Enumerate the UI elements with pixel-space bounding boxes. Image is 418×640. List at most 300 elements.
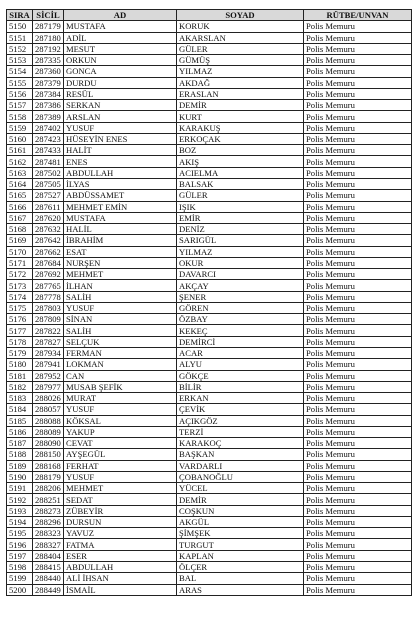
cell-soyad: ACIELMA (177, 167, 304, 178)
cell-ad: YUSUF (64, 404, 177, 415)
cell-ad: ABDULLAH (64, 167, 177, 178)
cell-soyad: TERZİ (177, 426, 304, 437)
cell-sira: 5153 (7, 55, 33, 66)
cell-sira: 5184 (7, 404, 33, 415)
cell-sira: 5161 (7, 145, 33, 156)
cell-soyad: YILMAZ (177, 246, 304, 257)
cell-ad: ZÜBEYİR (64, 505, 177, 516)
table-row (7, 291, 412, 302)
cell-soyad: GÖKÇE (177, 370, 304, 381)
cell-soyad: DENİZ (177, 224, 304, 235)
cell-rutbe: Polis Memuru (304, 415, 412, 426)
cell-ad: MUSAB ŞEFİK (64, 381, 177, 392)
cell-sira: 5191 (7, 483, 33, 494)
cell-sira: 5166 (7, 201, 33, 212)
table-row (7, 257, 412, 268)
cell-sicil: 288179 (33, 471, 64, 482)
cell-soyad: KEKEÇ (177, 325, 304, 336)
cell-soyad: ÇEVİK (177, 404, 304, 415)
cell-rutbe: Polis Memuru (304, 32, 412, 43)
cell-ad: ORKUN (64, 55, 177, 66)
cell-ad: ARSLAN (64, 111, 177, 122)
cell-soyad: GÜLER (177, 43, 304, 54)
table-row (7, 573, 412, 584)
cell-sicil: 287423 (33, 133, 64, 144)
table-row (7, 516, 412, 527)
cell-soyad: AKDAĞ (177, 77, 304, 88)
table-body (7, 21, 412, 596)
cell-ad: MEHMET (64, 483, 177, 494)
cell-sira: 5181 (7, 370, 33, 381)
cell-sicil: 288026 (33, 393, 64, 404)
cell-sira: 5198 (7, 562, 33, 573)
cell-sira: 5175 (7, 302, 33, 313)
cell-sicil: 288296 (33, 516, 64, 527)
cell-ad: NURŞEN (64, 257, 177, 268)
header-rutbe: RÜTBE/UNVAN (304, 10, 412, 21)
cell-sicil: 287433 (33, 145, 64, 156)
cell-sicil: 287803 (33, 302, 64, 313)
table-row (7, 224, 412, 235)
cell-sicil: 287642 (33, 235, 64, 246)
cell-ad: DURDU (64, 77, 177, 88)
cell-soyad: KORUK (177, 21, 304, 32)
cell-rutbe: Polis Memuru (304, 145, 412, 156)
cell-ad: ABDÜSSAMET (64, 190, 177, 201)
cell-sira: 5192 (7, 494, 33, 505)
cell-sicil: 287778 (33, 291, 64, 302)
cell-soyad: GÖREN (177, 302, 304, 313)
cell-sicil: 287977 (33, 381, 64, 392)
table-row (7, 88, 412, 99)
table-row (7, 269, 412, 280)
header-soyad: SOYAD (177, 10, 304, 21)
cell-ad: CAN (64, 370, 177, 381)
cell-sicil: 288089 (33, 426, 64, 437)
cell-sira: 5196 (7, 539, 33, 550)
cell-rutbe: Polis Memuru (304, 562, 412, 573)
cell-soyad: TURGUT (177, 539, 304, 550)
cell-ad: MESUT (64, 43, 177, 54)
cell-ad: İBRAHİM (64, 235, 177, 246)
cell-sicil: 287335 (33, 55, 64, 66)
cell-sira: 5169 (7, 235, 33, 246)
cell-soyad: YILMAZ (177, 66, 304, 77)
cell-rutbe: Polis Memuru (304, 235, 412, 246)
cell-sicil: 287179 (33, 21, 64, 32)
table-row (7, 584, 412, 595)
cell-sicil: 288168 (33, 460, 64, 471)
cell-soyad: ŞİMŞEK (177, 528, 304, 539)
cell-rutbe: Polis Memuru (304, 21, 412, 32)
cell-rutbe: Polis Memuru (304, 77, 412, 88)
cell-rutbe: Polis Memuru (304, 494, 412, 505)
cell-rutbe: Polis Memuru (304, 224, 412, 235)
cell-rutbe: Polis Memuru (304, 505, 412, 516)
cell-sicil: 288088 (33, 415, 64, 426)
cell-ad: KÖKSAL (64, 415, 177, 426)
cell-rutbe: Polis Memuru (304, 426, 412, 437)
cell-ad: YUSUF (64, 471, 177, 482)
table-row (7, 77, 412, 88)
cell-ad: ENES (64, 156, 177, 167)
cell-soyad: EMİR (177, 212, 304, 223)
cell-sicil: 287941 (33, 359, 64, 370)
cell-sicil: 288415 (33, 562, 64, 573)
cell-ad: İLYAS (64, 178, 177, 189)
cell-rutbe: Polis Memuru (304, 347, 412, 358)
table-row (7, 212, 412, 223)
table-row (7, 145, 412, 156)
cell-sicil: 288327 (33, 539, 64, 550)
cell-rutbe: Polis Memuru (304, 325, 412, 336)
cell-rutbe: Polis Memuru (304, 471, 412, 482)
cell-sira: 5183 (7, 393, 33, 404)
cell-soyad: KAPLAN (177, 550, 304, 561)
cell-rutbe: Polis Memuru (304, 257, 412, 268)
cell-ad: ESAT (64, 246, 177, 257)
cell-ad: ESER (64, 550, 177, 561)
cell-sira: 5177 (7, 325, 33, 336)
cell-rutbe: Polis Memuru (304, 314, 412, 325)
header-row (7, 10, 412, 21)
cell-ad: YUSUF (64, 122, 177, 133)
cell-sicil: 288150 (33, 449, 64, 460)
table-row (7, 111, 412, 122)
cell-sicil: 287692 (33, 269, 64, 280)
cell-soyad: ÖLÇER (177, 562, 304, 573)
cell-rutbe: Polis Memuru (304, 167, 412, 178)
cell-rutbe: Polis Memuru (304, 483, 412, 494)
cell-soyad: GÜLER (177, 190, 304, 201)
cell-ad: ADİL (64, 32, 177, 43)
cell-sicil: 288449 (33, 584, 64, 595)
cell-sicil: 287402 (33, 122, 64, 133)
cell-rutbe: Polis Memuru (304, 178, 412, 189)
cell-soyad: AKGÜL (177, 516, 304, 527)
cell-ad: SELÇUK (64, 336, 177, 347)
cell-ad: MUSTAFA (64, 21, 177, 32)
cell-sicil: 287611 (33, 201, 64, 212)
table-row (7, 156, 412, 167)
cell-sira: 5193 (7, 505, 33, 516)
cell-ad: AYŞEGÜL (64, 449, 177, 460)
table-row (7, 460, 412, 471)
cell-rutbe: Polis Memuru (304, 88, 412, 99)
cell-sicil: 287684 (33, 257, 64, 268)
cell-ad: HALİT (64, 145, 177, 156)
cell-ad: YAVUZ (64, 528, 177, 539)
table-row (7, 393, 412, 404)
cell-sira: 5162 (7, 156, 33, 167)
cell-rutbe: Polis Memuru (304, 133, 412, 144)
cell-sira: 5188 (7, 449, 33, 460)
cell-rutbe: Polis Memuru (304, 302, 412, 313)
cell-rutbe: Polis Memuru (304, 212, 412, 223)
cell-soyad: ERKAN (177, 393, 304, 404)
header-sicil: SİCİL (33, 10, 64, 21)
cell-sicil: 287809 (33, 314, 64, 325)
cell-ad: CEVAT (64, 438, 177, 449)
table-row (7, 505, 412, 516)
cell-sira: 5182 (7, 381, 33, 392)
table-row (7, 32, 412, 43)
cell-sicil: 287502 (33, 167, 64, 178)
cell-rutbe: Polis Memuru (304, 393, 412, 404)
cell-ad: YAKUP (64, 426, 177, 437)
cell-soyad: KARAKUŞ (177, 122, 304, 133)
cell-sicil: 288323 (33, 528, 64, 539)
cell-sicil: 287505 (33, 178, 64, 189)
cell-sira: 5152 (7, 43, 33, 54)
table-row (7, 43, 412, 54)
cell-ad: MEHMET EMİN (64, 201, 177, 212)
table-row (7, 133, 412, 144)
table-row (7, 302, 412, 313)
cell-soyad: BAŞKAN (177, 449, 304, 460)
cell-sira: 5197 (7, 550, 33, 561)
cell-soyad: SARIGÜL (177, 235, 304, 246)
table-row (7, 190, 412, 201)
cell-rutbe: Polis Memuru (304, 246, 412, 257)
cell-sicil: 287632 (33, 224, 64, 235)
cell-ad: GONCA (64, 66, 177, 77)
cell-sira: 5154 (7, 66, 33, 77)
cell-rutbe: Polis Memuru (304, 280, 412, 291)
cell-sira: 5194 (7, 516, 33, 527)
cell-sira: 5179 (7, 347, 33, 358)
table-row (7, 280, 412, 291)
cell-sicil: 288251 (33, 494, 64, 505)
cell-sira: 5168 (7, 224, 33, 235)
cell-sira: 5160 (7, 133, 33, 144)
cell-sicil: 288057 (33, 404, 64, 415)
cell-soyad: DEMİRCİ (177, 336, 304, 347)
cell-ad: SEDAT (64, 494, 177, 505)
cell-sicil: 287379 (33, 77, 64, 88)
table-row (7, 415, 412, 426)
cell-sicil: 288273 (33, 505, 64, 516)
cell-sira: 5156 (7, 88, 33, 99)
cell-sira: 5199 (7, 573, 33, 584)
cell-sicil: 287827 (33, 336, 64, 347)
cell-soyad: AÇIKGÖZ (177, 415, 304, 426)
cell-soyad: BİLİR (177, 381, 304, 392)
cell-rutbe: Polis Memuru (304, 55, 412, 66)
cell-rutbe: Polis Memuru (304, 111, 412, 122)
cell-soyad: KURT (177, 111, 304, 122)
cell-soyad: BOZ (177, 145, 304, 156)
cell-sira: 5165 (7, 190, 33, 201)
cell-sicil: 287952 (33, 370, 64, 381)
cell-soyad: ALYU (177, 359, 304, 370)
cell-sira: 5180 (7, 359, 33, 370)
cell-ad: FATMA (64, 539, 177, 550)
table-row (7, 325, 412, 336)
cell-sicil: 287389 (33, 111, 64, 122)
cell-sira: 5151 (7, 32, 33, 43)
cell-soyad: DAVARCI (177, 269, 304, 280)
cell-soyad: GÜMÜŞ (177, 55, 304, 66)
table-row (7, 562, 412, 573)
cell-rutbe: Polis Memuru (304, 584, 412, 595)
cell-soyad: AKARSLAN (177, 32, 304, 43)
cell-sira: 5158 (7, 111, 33, 122)
cell-ad: MEHMET (64, 269, 177, 280)
cell-rutbe: Polis Memuru (304, 66, 412, 77)
cell-ad: ALİ İHSAN (64, 573, 177, 584)
cell-soyad: DEMİR (177, 494, 304, 505)
cell-sicil: 287527 (33, 190, 64, 201)
cell-rutbe: Polis Memuru (304, 269, 412, 280)
cell-rutbe: Polis Memuru (304, 156, 412, 167)
cell-ad: SERKAN (64, 100, 177, 111)
cell-ad: FERMAN (64, 347, 177, 358)
header-sira: SIRA (7, 10, 33, 21)
cell-rutbe: Polis Memuru (304, 201, 412, 212)
table-row (7, 438, 412, 449)
cell-sicil: 287822 (33, 325, 64, 336)
table-row (7, 370, 412, 381)
cell-rutbe: Polis Memuru (304, 438, 412, 449)
cell-ad: MUSTAFA (64, 212, 177, 223)
cell-rutbe: Polis Memuru (304, 43, 412, 54)
cell-sira: 5170 (7, 246, 33, 257)
cell-ad: RESÜL (64, 88, 177, 99)
table-row (7, 550, 412, 561)
table-row (7, 122, 412, 133)
cell-sicil: 287662 (33, 246, 64, 257)
cell-rutbe: Polis Memuru (304, 359, 412, 370)
table-row (7, 449, 412, 460)
cell-sicil: 288090 (33, 438, 64, 449)
cell-ad: YUSUF (64, 302, 177, 313)
cell-rutbe: Polis Memuru (304, 100, 412, 111)
table-row (7, 426, 412, 437)
cell-sira: 5163 (7, 167, 33, 178)
cell-soyad: ERASLAN (177, 88, 304, 99)
cell-sira: 5171 (7, 257, 33, 268)
cell-soyad: OKUR (177, 257, 304, 268)
cell-soyad: COŞKUN (177, 505, 304, 516)
table-row (7, 483, 412, 494)
cell-rutbe: Polis Memuru (304, 190, 412, 201)
table-row (7, 21, 412, 32)
cell-sira: 5186 (7, 426, 33, 437)
table-row (7, 471, 412, 482)
cell-sira: 5200 (7, 584, 33, 595)
table-row (7, 55, 412, 66)
cell-ad: HALİL (64, 224, 177, 235)
cell-sicil: 288404 (33, 550, 64, 561)
cell-ad: HÜSEYİN ENES (64, 133, 177, 144)
cell-rutbe: Polis Memuru (304, 539, 412, 550)
cell-ad: SALİH (64, 291, 177, 302)
cell-sicil: 287192 (33, 43, 64, 54)
cell-soyad: ACAR (177, 347, 304, 358)
cell-soyad: VARDARLI (177, 460, 304, 471)
cell-rutbe: Polis Memuru (304, 404, 412, 415)
cell-sira: 5178 (7, 336, 33, 347)
table-header (7, 10, 412, 21)
cell-sira: 5174 (7, 291, 33, 302)
cell-sira: 5173 (7, 280, 33, 291)
cell-ad: MURAT (64, 393, 177, 404)
cell-sicil: 288440 (33, 573, 64, 584)
cell-rutbe: Polis Memuru (304, 370, 412, 381)
cell-sira: 5157 (7, 100, 33, 111)
table-row (7, 246, 412, 257)
table-row (7, 167, 412, 178)
table-row (7, 66, 412, 77)
cell-sira: 5190 (7, 471, 33, 482)
cell-rutbe: Polis Memuru (304, 573, 412, 584)
cell-sicil: 287934 (33, 347, 64, 358)
cell-soyad: BALSAK (177, 178, 304, 189)
table-row (7, 381, 412, 392)
cell-soyad: IŞIK (177, 201, 304, 212)
cell-soyad: AKÇAY (177, 280, 304, 291)
cell-rutbe: Polis Memuru (304, 516, 412, 527)
cell-soyad: ARAS (177, 584, 304, 595)
personnel-table (6, 9, 412, 596)
cell-soyad: ŞENER (177, 291, 304, 302)
table-row (7, 100, 412, 111)
cell-soyad: AKIŞ (177, 156, 304, 167)
cell-rutbe: Polis Memuru (304, 122, 412, 133)
cell-sicil: 287620 (33, 212, 64, 223)
cell-rutbe: Polis Memuru (304, 528, 412, 539)
cell-rutbe: Polis Memuru (304, 336, 412, 347)
cell-soyad: ÇOBANOĞLU (177, 471, 304, 482)
cell-rutbe: Polis Memuru (304, 381, 412, 392)
cell-ad: DURSUN (64, 516, 177, 527)
cell-ad: SİNAN (64, 314, 177, 325)
cell-sira: 5176 (7, 314, 33, 325)
cell-sira: 5167 (7, 212, 33, 223)
cell-soyad: BAL (177, 573, 304, 584)
cell-sira: 5164 (7, 178, 33, 189)
table-row (7, 314, 412, 325)
cell-rutbe: Polis Memuru (304, 291, 412, 302)
table-row (7, 404, 412, 415)
table-row (7, 178, 412, 189)
cell-sicil: 287481 (33, 156, 64, 167)
cell-sicil: 287765 (33, 280, 64, 291)
cell-sicil: 287360 (33, 66, 64, 77)
cell-rutbe: Polis Memuru (304, 460, 412, 471)
cell-sira: 5159 (7, 122, 33, 133)
table-row (7, 539, 412, 550)
cell-ad: SALİH (64, 325, 177, 336)
table-row (7, 347, 412, 358)
table-row (7, 336, 412, 347)
cell-soyad: DEMİR (177, 100, 304, 111)
cell-ad: İLHAN (64, 280, 177, 291)
cell-sira: 5187 (7, 438, 33, 449)
table-row (7, 201, 412, 212)
cell-sira: 5172 (7, 269, 33, 280)
cell-soyad: KARAKOÇ (177, 438, 304, 449)
cell-sicil: 288206 (33, 483, 64, 494)
header-ad: AD (64, 10, 177, 21)
cell-soyad: ERKOÇAK (177, 133, 304, 144)
table-row (7, 359, 412, 370)
cell-soyad: YÜCEL (177, 483, 304, 494)
cell-sira: 5195 (7, 528, 33, 539)
table-row (7, 494, 412, 505)
table-row (7, 235, 412, 246)
